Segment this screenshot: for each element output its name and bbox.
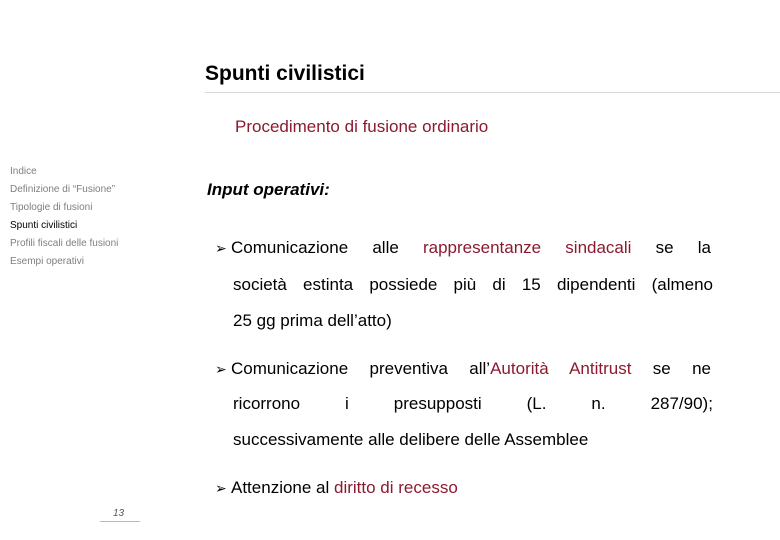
nav-item-tipologie[interactable]: Tipologie di fusioni xyxy=(10,202,93,213)
arrow-bullet-icon: ➢ xyxy=(215,361,227,377)
bullet-2-text-b: se ne xyxy=(631,359,712,378)
bullet-3-highlight: diritto di recesso xyxy=(334,478,458,497)
bullet-2-line-1 xyxy=(231,350,711,387)
bullet-2-word: i xyxy=(345,394,349,413)
bullet-2-text-a: Comunicazione preventiva all’ xyxy=(231,359,491,378)
title-divider xyxy=(205,92,780,93)
page-number: 13 xyxy=(113,508,125,519)
bullet-1-line-3: 25 gg prima dell’atto) xyxy=(233,311,392,330)
bullet-2-word: 287/90); xyxy=(650,394,713,413)
bullet-item-3 xyxy=(215,469,458,507)
bullet-2-highlight: Autorità Antitrust xyxy=(490,359,632,378)
bullet-3-text-a: Attenzione al xyxy=(231,478,335,497)
bullet-item-2 xyxy=(215,350,711,388)
nav-item-profili-fiscali[interactable]: Profili fiscali delle fusioni xyxy=(10,238,119,249)
slide-title: Spunti civilistici xyxy=(205,62,365,85)
slide-subtitle: Procedimento di fusione ordinario xyxy=(235,117,489,136)
bullet-2-line-3: successivamente alle delibere delle Assemblee xyxy=(233,430,589,449)
bullet-2-word: ricorrono xyxy=(233,394,301,413)
section-nav xyxy=(10,163,190,271)
bullet-2-word: presupposti xyxy=(393,394,482,413)
arrow-bullet-icon: ➢ xyxy=(215,480,227,496)
bullet-item-1 xyxy=(215,229,711,267)
bullet-1-text-a: Comunicazione alle xyxy=(231,238,423,257)
bullet-1-text-b: se la xyxy=(631,238,711,257)
bullet-2-line-2 xyxy=(233,394,713,414)
bullet-1-highlight: rappresentanze sindacali xyxy=(422,238,632,257)
bullet-1-line-2: società estinta possiede più di 15 dipendenti (almeno xyxy=(233,275,713,294)
arrow-bullet-icon: ➢ xyxy=(215,240,227,256)
nav-item-definizione[interactable]: Definizione di “Fusione” xyxy=(10,184,116,195)
bullet-2-word: n. xyxy=(591,394,606,413)
nav-item-esempi[interactable]: Esempi operativi xyxy=(10,256,84,267)
nav-item-indice[interactable]: Indice xyxy=(10,166,37,177)
bullet-2-word: (L. xyxy=(526,394,547,413)
page-number-underline xyxy=(100,521,140,522)
content-heading: Input operativi: xyxy=(207,180,330,199)
nav-item-spunti-civilistici[interactable]: Spunti civilistici xyxy=(10,220,78,231)
bullet-1-line-1 xyxy=(231,229,711,266)
